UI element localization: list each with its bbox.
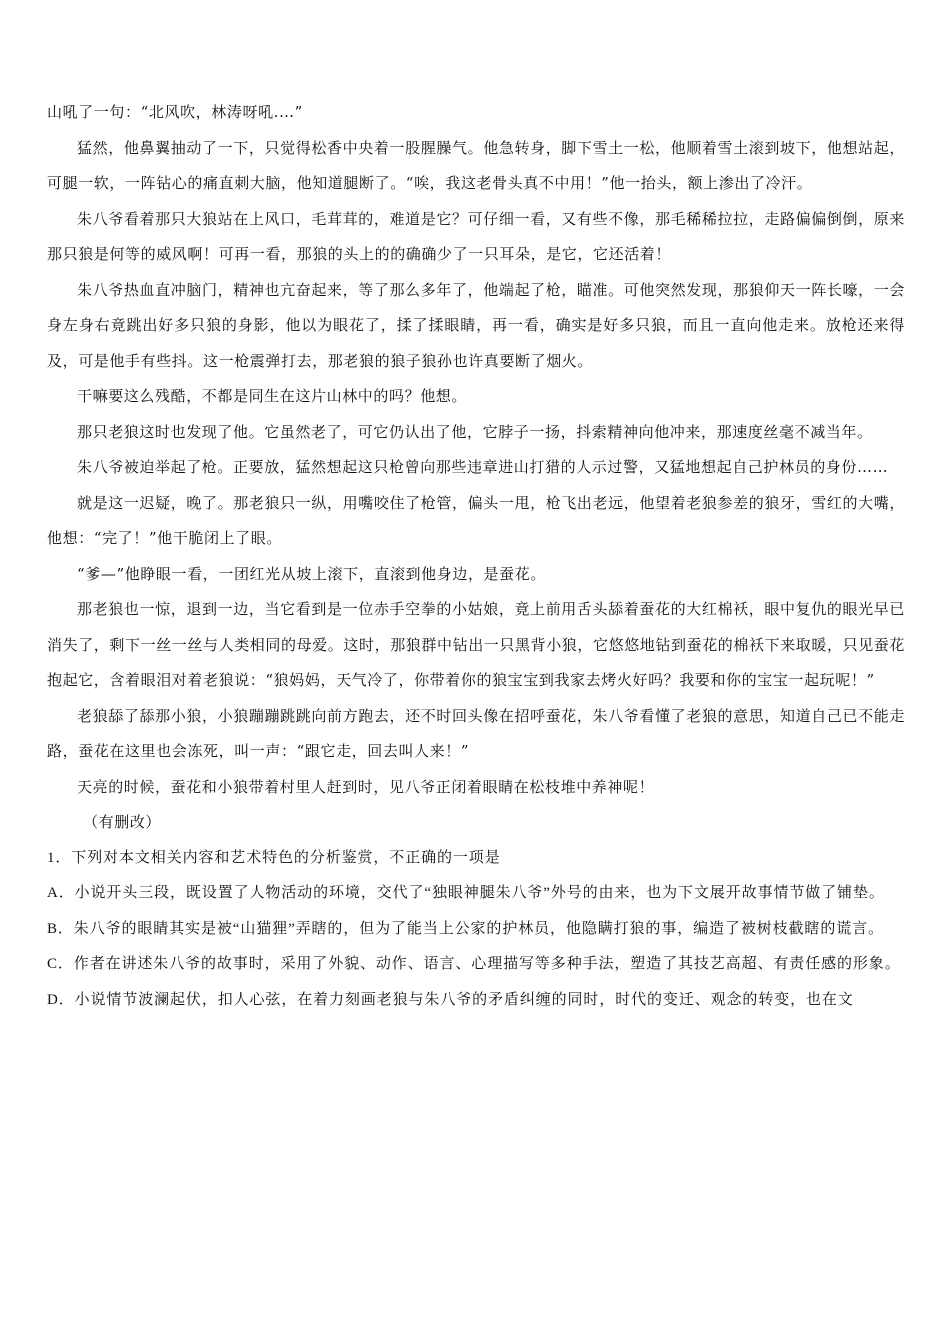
page-text [47,95,905,1018]
question-stem: 1．下列对本文相关内容和艺术特色的分析鉴赏，不正确的一项是 [47,849,501,866]
story-paragraph-2: 猛然，他鼻翼抽动了一下，只觉得松香中央着一股腥臊气。他急转身，脚下雪土一松，他顺着雪土滚到坡下，他想站起，可腿一软，一阵钻心的痛直刺大脑，他知道腿断了。“唉，我这老骨头真不中用！”他一抬头，额上渗出了冷汗。 [47,138,905,192]
story-paragraph-1: 山吼了一句：“北风吹，林涛呀吼.…” [47,103,303,121]
story-paragraph-9: “爹—”他睁眼一看，一团红光从坡上滚下，直滚到他身边，是蚕花。 [77,564,546,583]
story-paragraph-3: 朱八爷看着那只大狼站在上风口，毛茸茸的，难道是它？可仔细一看，又有些不像，那毛稀稀拉拉，走路偏偏倒倒，原来那只狼是何等的威风啊！可再一看，那狼的头上的的确确少了一只耳朵，是它，它还活着！ [47,209,905,263]
story-paragraph-10: 那老狼也一惊，退到一边，当它看到是一位赤手空拳的小姑娘，竟上前用舌头舔着蚕花的大红棉袄，眼中复仇的眼光早已消失了，剩下一丝一丝与人类相同的母爱。这时，那狼群中钻出一只黑背小狼，它悠悠地钻到蚕花的棉袄下来取暖，只见蚕花抱起它，含着眼泪对着老狼说：“狼妈妈，天气冷了，你带着你的狼宝宝到我家去烤火好吗？我要和你的宝宝一起玩呢！” [47,600,906,689]
story-paragraph-8: 就是这一迟疑，晚了。那老狼只一纵，用嘴咬住了枪管，偏头一甩，枪飞出老远，他望着老狼参差的狼牙，雪红的大嘴，他想：“完了！”他干脆闭上了眼。 [47,493,905,547]
option-a: A．小说开头三段，既设置了人物活动的环境，交代了“独眼神腿朱八爷”外号的由来，也为下文展开故事情节做了铺垫。 [47,885,885,901]
story-paragraph-12: 天亮的时候，蚕花和小狼带着村里人赶到时，见八爷正闭着眼睛在松枝堆中养神呢！ [77,777,655,796]
option-d: D．小说情节波澜起伏，扣人心弦，在着力刻画老狼与朱八爷的矛盾纠缠的同时，时代的变迁、观念的转变，也在文 [47,991,854,1008]
story-paragraph-6: 那只老狼这时也发现了他。它虽然老了，可它仍认出了他，它脖子一扬，抖索精神向他冲来，那速度丝毫不减当年。 [77,422,873,441]
story-paragraph-5: 干嘛要这么残酷，不都是同生在这片山林中的吗？他想。 [77,387,468,405]
option-b: B．朱八爷的眼睛其实是被“山猫狸”弄瞎的，但为了能当上公家的护林员，他隐瞒打狼的事，编造了被树枝截瞎的谎言。 [47,920,884,937]
story-paragraph-4: 朱八爷热血直冲脑门，精神也亢奋起来，等了那么多年了，他端起了枪，瞄准。可他突然发现，那狼仰天一阵长嚎，一会身左身右竟跳出好多只狼的身影，他以为眼花了，揉了揉眼睛，再一看，确实是好多只狼，而且一直向他走来。放枪还来得及，可是他手有些抖。这一枪震弹打去，那老狼的狼子狼孙也许真要断了烟火。 [47,280,905,370]
story-paragraph-11: 老狼舔了舔那小狼，小狼蹦蹦跳跳向前方跑去，还不时回头像在招呼蚕花，朱八爷看懂了老狼的意思，知道自己已不能走路，蚕花在这里也会冻死，叫一声：“跟它走，回去叫人来！” [47,706,905,760]
revision-note: （有删改） [83,813,162,831]
story-paragraph-7: 朱八爷被迫举起了枪。正要放，猛然想起这只枪曾向那些违章进山打猎的人示过警，又猛地想起自己护林员的身份…… [77,458,889,476]
option-c: C．作者在讲述朱八爷的故事时，采用了外貌、动作、语言、心理描写等多种手法，塑造了其技艺高超、有责任感的形象。 [47,956,901,972]
